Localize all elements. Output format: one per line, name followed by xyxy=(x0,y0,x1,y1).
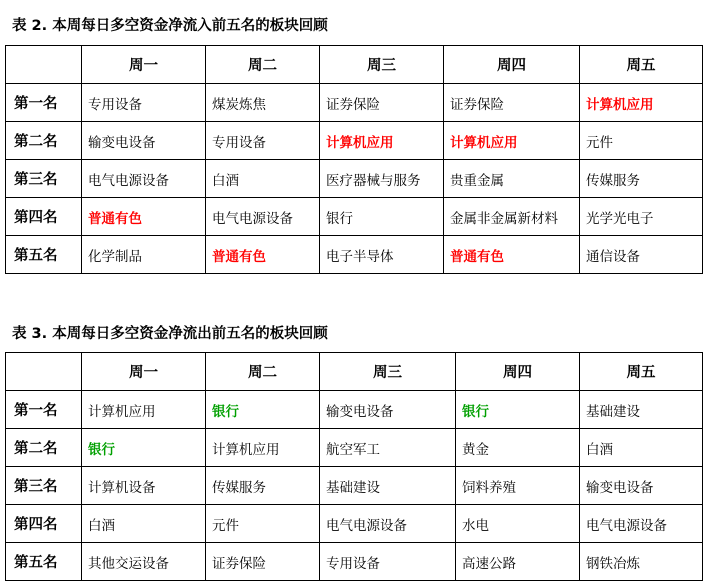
sector-cell: 普通有色 xyxy=(444,236,580,274)
column-header: 周三 xyxy=(320,353,456,391)
sector-cell: 航空军工 xyxy=(320,429,456,467)
header-row xyxy=(6,46,703,84)
sector-cell: 计算机应用 xyxy=(580,84,703,122)
sector-cell: 专用设备 xyxy=(206,122,320,160)
table-row xyxy=(6,198,703,236)
sector-cell: 光学光电子 xyxy=(580,198,703,236)
sector-cell: 电气电源设备 xyxy=(580,505,703,543)
rank-label: 第四名 xyxy=(6,505,82,543)
corner-cell xyxy=(6,46,82,84)
sector-cell: 输变电设备 xyxy=(82,122,206,160)
sector-cell: 通信设备 xyxy=(580,236,703,274)
sector-cell: 银行 xyxy=(320,198,444,236)
sector-cell: 医疗器械与服务 xyxy=(320,160,444,198)
sector-cell: 煤炭炼焦 xyxy=(206,84,320,122)
table2-caption: 表 2. 本周每日多空资金净流入前五名的板块回顾 xyxy=(12,18,328,34)
column-header: 周二 xyxy=(206,46,320,84)
table2-inflow-top5 xyxy=(5,45,703,274)
table-row xyxy=(6,236,703,274)
sector-cell: 白酒 xyxy=(82,505,206,543)
sector-cell: 基础建设 xyxy=(580,391,703,429)
sector-cell: 计算机应用 xyxy=(206,429,320,467)
table-row xyxy=(6,84,703,122)
rank-label: 第二名 xyxy=(6,122,82,160)
sector-cell: 其他交运设备 xyxy=(82,543,206,581)
sector-cell: 证券保险 xyxy=(206,543,320,581)
sector-cell: 银行 xyxy=(206,391,320,429)
rank-label: 第一名 xyxy=(6,391,82,429)
sector-cell: 证券保险 xyxy=(444,84,580,122)
column-header: 周一 xyxy=(82,353,206,391)
rank-label: 第三名 xyxy=(6,160,82,198)
sector-cell: 黄金 xyxy=(456,429,580,467)
table-row xyxy=(6,122,703,160)
table-row xyxy=(6,391,703,429)
sector-cell: 贵重金属 xyxy=(444,160,580,198)
sector-cell: 证券保险 xyxy=(320,84,444,122)
sector-cell: 银行 xyxy=(82,429,206,467)
sector-cell: 传媒服务 xyxy=(580,160,703,198)
column-header: 周四 xyxy=(456,353,580,391)
table3-outflow-top5 xyxy=(5,352,703,581)
rank-label: 第三名 xyxy=(6,467,82,505)
table3-caption: 表 3. 本周每日多空资金净流出前五名的板块回顾 xyxy=(12,326,328,342)
sector-cell: 电子半导体 xyxy=(320,236,444,274)
sector-cell: 水电 xyxy=(456,505,580,543)
sector-cell: 基础建设 xyxy=(320,467,456,505)
sector-cell: 电气电源设备 xyxy=(320,505,456,543)
sector-cell: 银行 xyxy=(456,391,580,429)
column-header: 周五 xyxy=(580,353,703,391)
table-row xyxy=(6,467,703,505)
column-header: 周五 xyxy=(580,46,703,84)
sector-cell: 元件 xyxy=(206,505,320,543)
sector-cell: 电气电源设备 xyxy=(206,198,320,236)
table-row xyxy=(6,429,703,467)
sector-cell: 计算机应用 xyxy=(320,122,444,160)
sector-cell: 计算机设备 xyxy=(82,467,206,505)
sector-cell: 白酒 xyxy=(206,160,320,198)
sector-cell: 传媒服务 xyxy=(206,467,320,505)
rank-label: 第五名 xyxy=(6,236,82,274)
sector-cell: 白酒 xyxy=(580,429,703,467)
sector-cell: 计算机应用 xyxy=(82,391,206,429)
rank-label: 第一名 xyxy=(6,84,82,122)
column-header: 周二 xyxy=(206,353,320,391)
table-row xyxy=(6,505,703,543)
sector-cell: 普通有色 xyxy=(82,198,206,236)
column-header: 周四 xyxy=(444,46,580,84)
table-row xyxy=(6,160,703,198)
corner-cell xyxy=(6,353,82,391)
sector-cell: 普通有色 xyxy=(206,236,320,274)
table-row xyxy=(6,543,703,581)
sector-cell: 元件 xyxy=(580,122,703,160)
sector-cell: 专用设备 xyxy=(82,84,206,122)
header-row xyxy=(6,353,703,391)
sector-cell: 高速公路 xyxy=(456,543,580,581)
sector-cell: 钢铁冶炼 xyxy=(580,543,703,581)
rank-label: 第四名 xyxy=(6,198,82,236)
column-header: 周三 xyxy=(320,46,444,84)
sector-cell: 输变电设备 xyxy=(320,391,456,429)
column-header: 周一 xyxy=(82,46,206,84)
sector-cell: 输变电设备 xyxy=(580,467,703,505)
rank-label: 第二名 xyxy=(6,429,82,467)
sector-cell: 饲料养殖 xyxy=(456,467,580,505)
sector-cell: 化学制品 xyxy=(82,236,206,274)
rank-label: 第五名 xyxy=(6,543,82,581)
sector-cell: 专用设备 xyxy=(320,543,456,581)
sector-cell: 计算机应用 xyxy=(444,122,580,160)
sector-cell: 电气电源设备 xyxy=(82,160,206,198)
sector-cell: 金属非金属新材料 xyxy=(444,198,580,236)
